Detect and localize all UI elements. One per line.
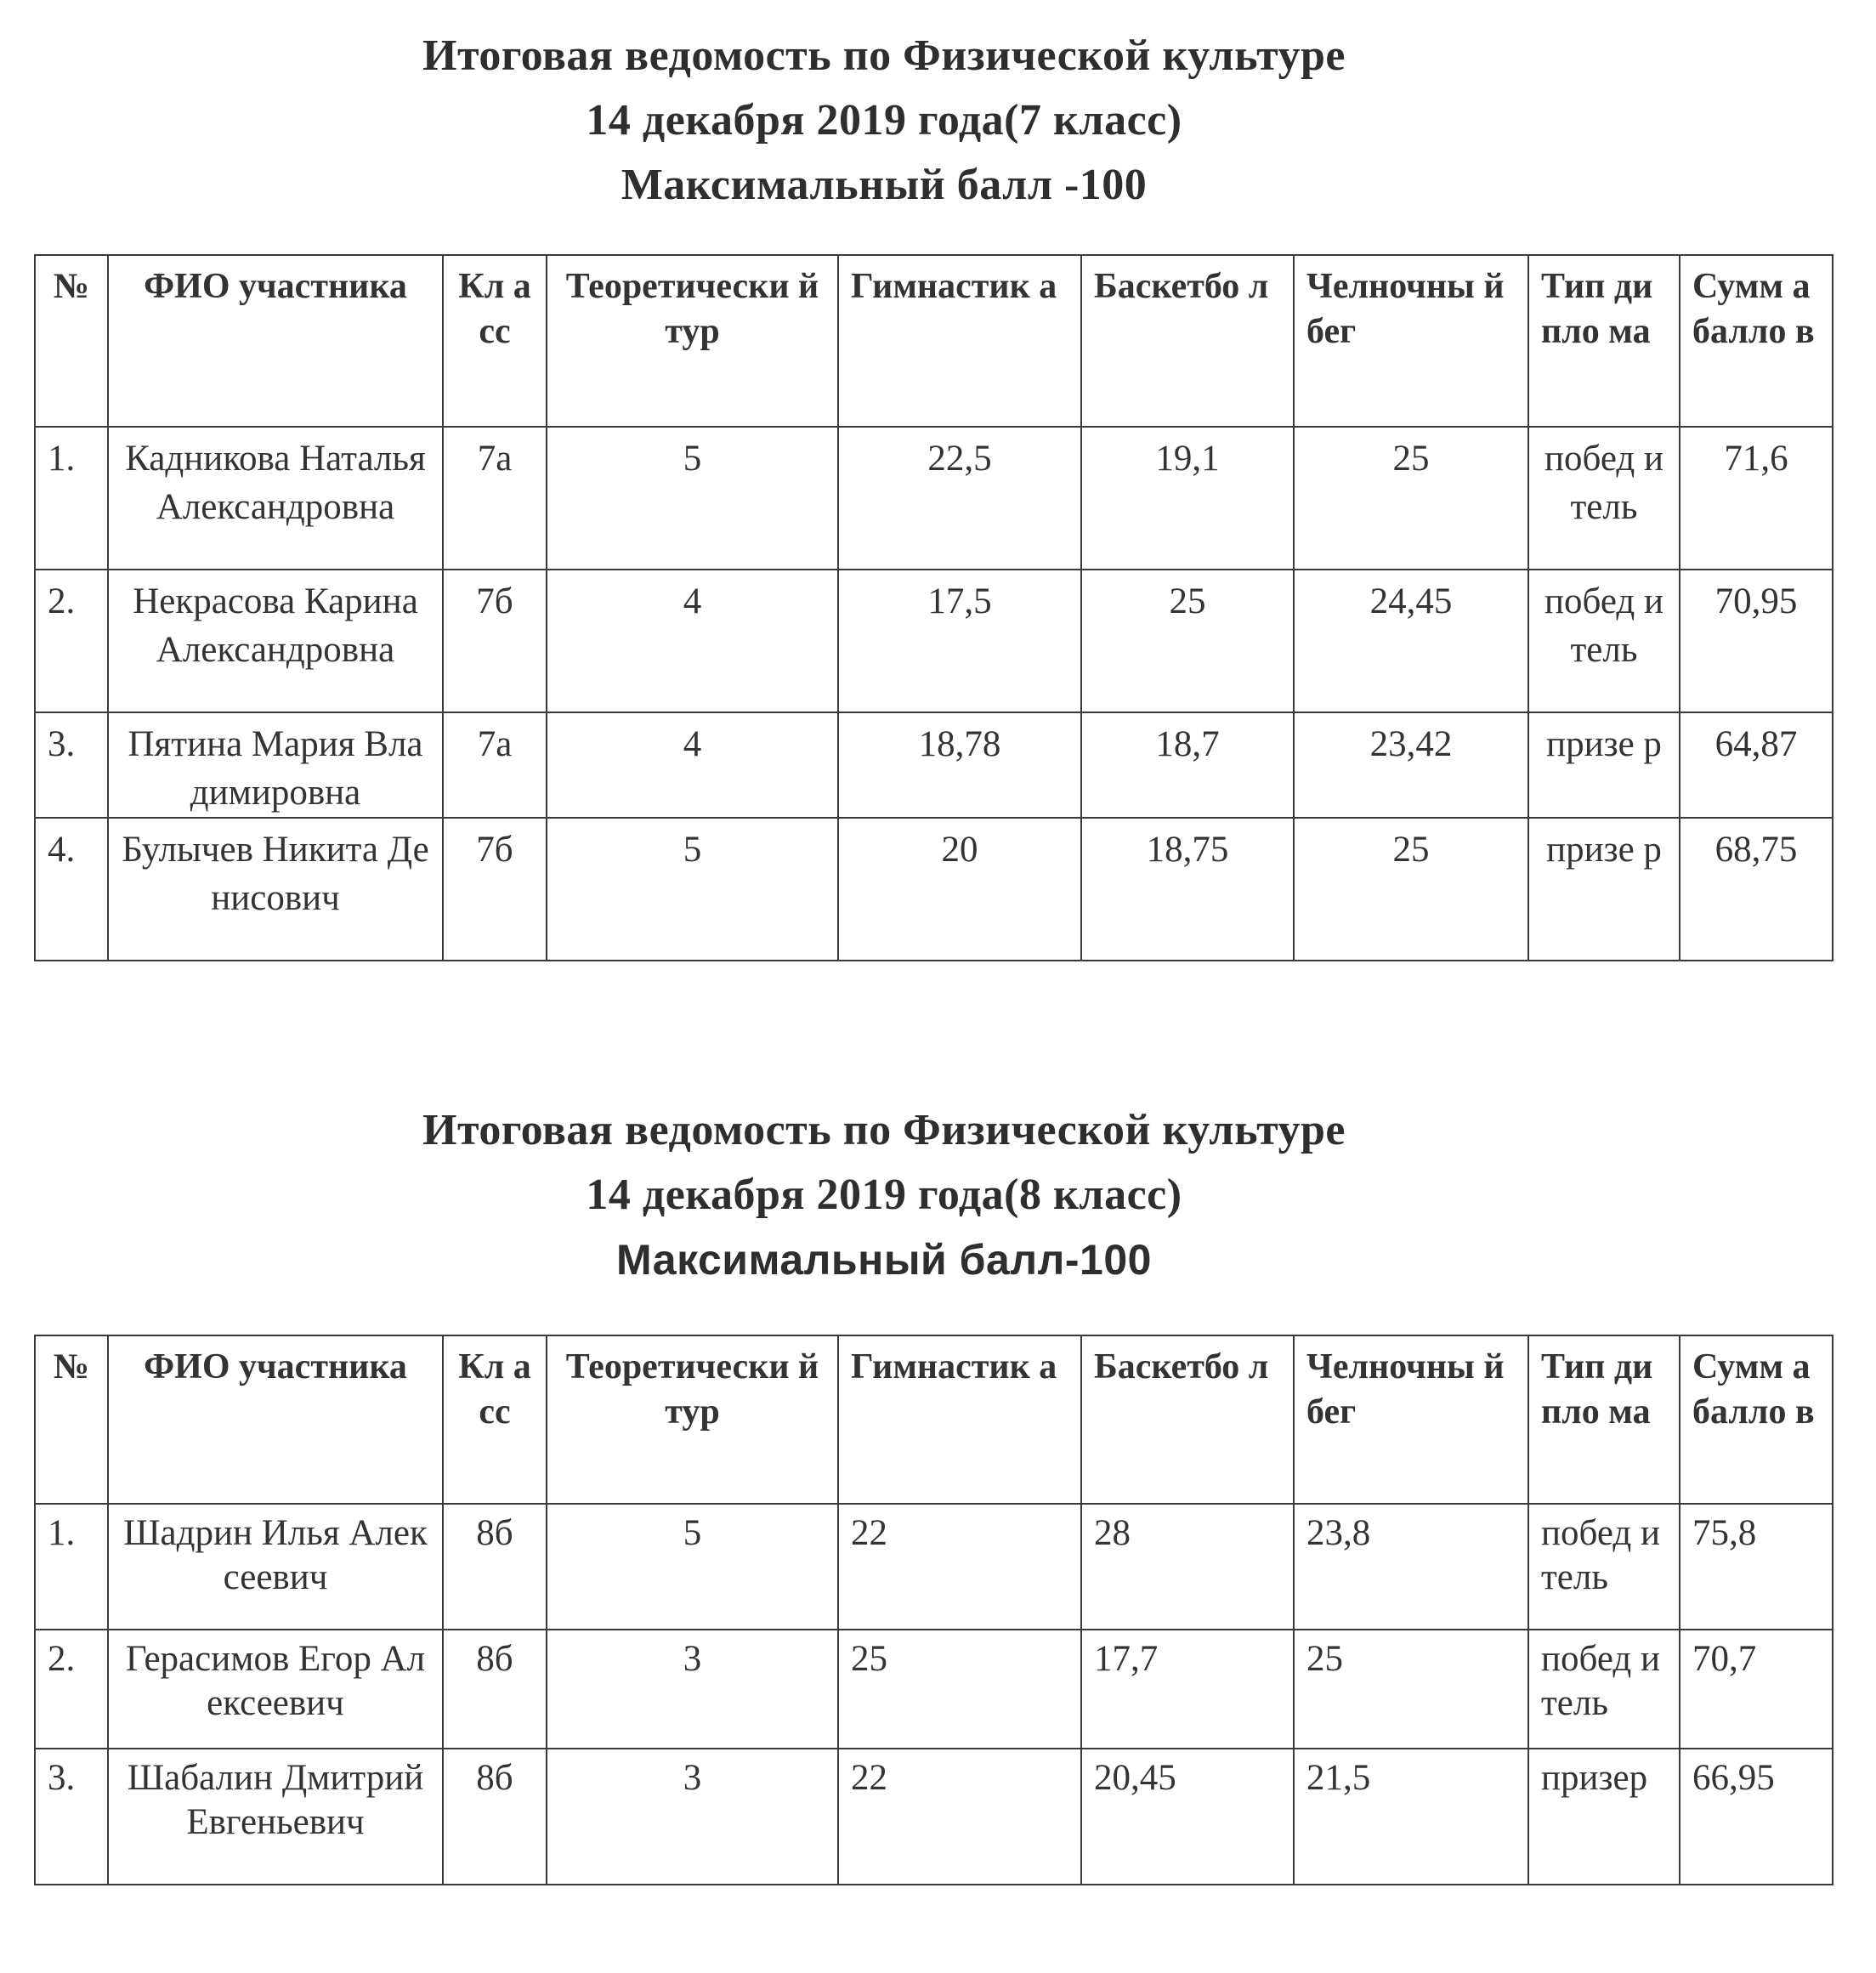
cell-total-score: 66,95 xyxy=(1680,1749,1833,1885)
cell-theory: 5 xyxy=(547,427,838,570)
cell-class: 8б xyxy=(443,1749,547,1885)
cell-class: 7б xyxy=(443,818,547,961)
table-row xyxy=(35,427,1833,570)
cell-diploma-type: призер xyxy=(1528,1749,1680,1885)
header-gymnastics: Гимнастик а xyxy=(838,1335,1081,1504)
cell-basketball: 18,7 xyxy=(1081,712,1294,818)
cell-shuttle-run: 25 xyxy=(1294,818,1528,961)
header-theory: Теоретически й тур xyxy=(547,1335,838,1504)
cell-diploma-type: побед итель xyxy=(1528,1630,1680,1749)
title-line-subject: Итоговая ведомость по Физической культуре xyxy=(422,1106,1346,1154)
header-number: № xyxy=(35,1335,108,1504)
cell-shuttle-run: 25 xyxy=(1294,427,1528,570)
cell-basketball: 18,75 xyxy=(1081,818,1294,961)
results-table-8 xyxy=(34,1335,1833,1885)
sheet-title-7 xyxy=(0,24,1768,218)
cell-basketball: 17,7 xyxy=(1081,1630,1294,1749)
cell-number: 2. xyxy=(35,570,108,712)
header-gymnastics: Гимнастик а xyxy=(838,255,1081,427)
header-total-score: Сумм а балло в xyxy=(1680,255,1833,427)
cell-number: 1. xyxy=(35,1504,108,1630)
header-total-score: Сумм а балло в xyxy=(1680,1335,1833,1504)
cell-diploma-type: призе р xyxy=(1528,818,1680,961)
cell-total-score: 64,87 xyxy=(1680,712,1833,818)
header-class: Кл асс xyxy=(443,1335,547,1504)
cell-theory: 4 xyxy=(547,570,838,712)
cell-gymnastics: 20 xyxy=(838,818,1081,961)
table-row xyxy=(35,712,1833,818)
results-table-7 xyxy=(34,254,1833,961)
title-line-max-score: Максимальный балл-100 xyxy=(616,1236,1152,1284)
header-basketball: Баскетбо л xyxy=(1081,255,1294,427)
header-name: ФИО участника xyxy=(108,255,443,427)
cell-shuttle-run: 23,8 xyxy=(1294,1504,1528,1630)
cell-diploma-type: призе р xyxy=(1528,712,1680,818)
cell-shuttle-run: 25 xyxy=(1294,1630,1528,1749)
title-line-max-score: Максимальный балл -100 xyxy=(621,161,1148,209)
cell-number: 2. xyxy=(35,1630,108,1749)
cell-gymnastics: 18,78 xyxy=(838,712,1081,818)
table-row xyxy=(35,1630,1833,1749)
cell-number: 3. xyxy=(35,712,108,818)
table-row xyxy=(35,570,1833,712)
cell-number: 1. xyxy=(35,427,108,570)
title-line-date: 14 декабря 2019 года(8 класс) xyxy=(586,1171,1182,1219)
cell-name: Кадникова Наталья Александровна xyxy=(108,427,443,570)
cell-class: 7а xyxy=(443,427,547,570)
cell-class: 7б xyxy=(443,570,547,712)
table-row xyxy=(35,1749,1833,1885)
cell-theory: 3 xyxy=(547,1630,838,1749)
cell-class: 8б xyxy=(443,1630,547,1749)
header-number: № xyxy=(35,255,108,427)
cell-name: Булычев Никита Денисович xyxy=(108,818,443,961)
cell-gymnastics: 22,5 xyxy=(838,427,1081,570)
cell-class: 7а xyxy=(443,712,547,818)
sheet-title-8 xyxy=(0,1098,1768,1292)
title-line-subject: Итоговая ведомость по Физической культуре xyxy=(422,31,1346,80)
cell-basketball: 28 xyxy=(1081,1504,1294,1630)
cell-shuttle-run: 23,42 xyxy=(1294,712,1528,818)
table-row xyxy=(35,818,1833,961)
cell-name: Некрасова Карина Александровна xyxy=(108,570,443,712)
table-row xyxy=(35,1504,1833,1630)
cell-number: 4. xyxy=(35,818,108,961)
cell-diploma-type: побед итель xyxy=(1528,1504,1680,1630)
header-shuttle-run: Челночны й бег xyxy=(1294,1335,1528,1504)
cell-gymnastics: 22 xyxy=(838,1504,1081,1630)
cell-name: Герасимов Егор Алексеевич xyxy=(108,1630,443,1749)
cell-basketball: 25 xyxy=(1081,570,1294,712)
cell-basketball: 20,45 xyxy=(1081,1749,1294,1885)
header-theory: Теоретически й тур xyxy=(547,255,838,427)
cell-theory: 5 xyxy=(547,1504,838,1630)
header-diploma-type: Тип дипло ма xyxy=(1528,255,1680,427)
cell-diploma-type: побед итель xyxy=(1528,427,1680,570)
cell-name: Пятина Мария Владимировна xyxy=(108,712,443,818)
cell-total-score: 70,95 xyxy=(1680,570,1833,712)
header-class: Кл асс xyxy=(443,255,547,427)
header-name: ФИО участника xyxy=(108,1335,443,1504)
cell-shuttle-run: 24,45 xyxy=(1294,570,1528,712)
cell-total-score: 75,8 xyxy=(1680,1504,1833,1630)
cell-total-score: 70,7 xyxy=(1680,1630,1833,1749)
cell-name: Шабалин Дмитрий Евгеньевич xyxy=(108,1749,443,1885)
cell-number: 3. xyxy=(35,1749,108,1885)
cell-theory: 5 xyxy=(547,818,838,961)
header-shuttle-run: Челночны й бег xyxy=(1294,255,1528,427)
cell-gymnastics: 25 xyxy=(838,1630,1081,1749)
cell-class: 8б xyxy=(443,1504,547,1630)
table-header-row xyxy=(35,1335,1833,1504)
header-diploma-type: Тип дипло ма xyxy=(1528,1335,1680,1504)
cell-name: Шадрин Илья Алексеевич xyxy=(108,1504,443,1630)
cell-theory: 4 xyxy=(547,712,838,818)
cell-theory: 3 xyxy=(547,1749,838,1885)
cell-shuttle-run: 21,5 xyxy=(1294,1749,1528,1885)
cell-gymnastics: 17,5 xyxy=(838,570,1081,712)
header-basketball: Баскетбо л xyxy=(1081,1335,1294,1504)
cell-basketball: 19,1 xyxy=(1081,427,1294,570)
cell-diploma-type: побед итель xyxy=(1528,570,1680,712)
cell-total-score: 68,75 xyxy=(1680,818,1833,961)
cell-total-score: 71,6 xyxy=(1680,427,1833,570)
table-header-row xyxy=(35,255,1833,427)
cell-gymnastics: 22 xyxy=(838,1749,1081,1885)
title-line-date: 14 декабря 2019 года(7 класс) xyxy=(586,96,1182,145)
